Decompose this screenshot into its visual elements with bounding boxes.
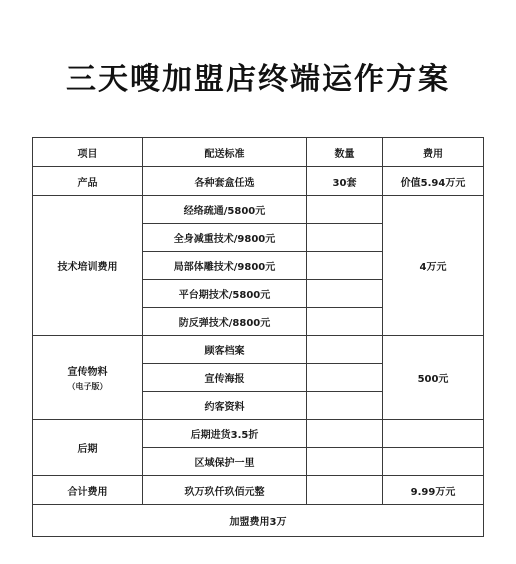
table-row [33, 167, 484, 196]
later-qty-cell [307, 448, 383, 476]
total-qty-cell [307, 476, 383, 505]
training-qty-cell [307, 252, 383, 280]
header-item: 项目 [33, 138, 143, 167]
product-item: 产品 [33, 167, 143, 196]
total-fee: 9.99万元 [383, 476, 484, 505]
training-qty-cell [307, 308, 383, 336]
franchise-fee: 加盟费用3万 [33, 505, 484, 537]
plan-table [32, 137, 484, 537]
training-entry: 全身减重技术/9800元 [143, 224, 307, 252]
later-item: 后期 [33, 420, 143, 476]
promo-fee: 500元 [383, 336, 484, 420]
table-row [33, 420, 484, 448]
table-footer-row [33, 505, 484, 537]
promo-qty-cell [307, 336, 383, 364]
header-standard: 配送标准 [143, 138, 307, 167]
promo-item-note: （电子版） [67, 382, 108, 391]
promo-entry: 顾客档案 [143, 336, 307, 364]
promo-entry: 约客资料 [143, 392, 307, 420]
training-item: 技术培训费用 [33, 196, 143, 336]
later-qty-cell [307, 420, 383, 448]
total-standard: 玖万玖仟玖佰元整 [143, 476, 307, 505]
total-item: 合计费用 [33, 476, 143, 505]
page-title: 三天嗖加盟店终端运作方案 [66, 62, 450, 97]
table-header-row [33, 138, 484, 167]
table-row [33, 476, 484, 505]
promo-entry: 宣传海报 [143, 364, 307, 392]
training-qty-cell [307, 224, 383, 252]
later-fee-cell [383, 448, 484, 476]
training-entry: 局部体雕技术/9800元 [143, 252, 307, 280]
promo-item-label: 宣传物料 [67, 367, 108, 378]
header-qty: 数量 [307, 138, 383, 167]
table-row [33, 196, 484, 224]
later-fee-cell [383, 420, 484, 448]
promo-qty-cell [307, 364, 383, 392]
header-fee: 费用 [383, 138, 484, 167]
training-fee: 4万元 [383, 196, 484, 336]
promo-qty-cell [307, 392, 383, 420]
product-qty: 30套 [307, 167, 383, 196]
training-entry: 平台期技术/5800元 [143, 280, 307, 308]
training-qty-cell [307, 196, 383, 224]
promo-item [33, 336, 143, 420]
later-entry: 后期进货3.5折 [143, 420, 307, 448]
training-entry: 防反弹技术/8800元 [143, 308, 307, 336]
product-standard: 各种套盒任选 [143, 167, 307, 196]
training-qty-cell [307, 280, 383, 308]
later-entry: 区域保护一里 [143, 448, 307, 476]
table-row [33, 336, 484, 364]
product-fee: 价值5.94万元 [383, 167, 484, 196]
training-entry: 经络疏通/5800元 [143, 196, 307, 224]
